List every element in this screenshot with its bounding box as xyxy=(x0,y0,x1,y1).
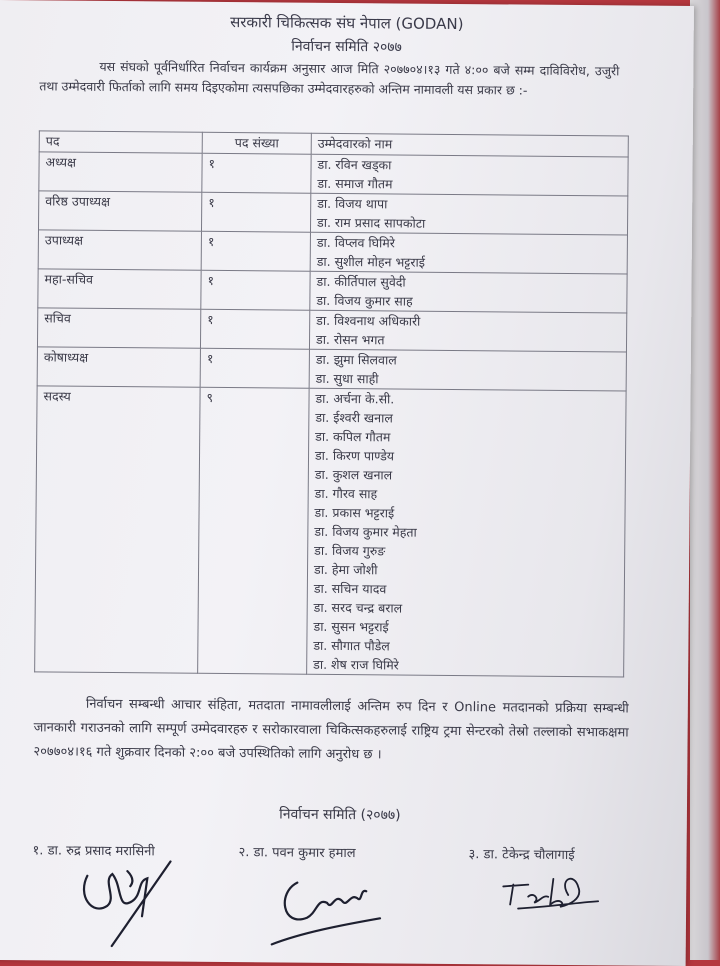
post-count-cell: १ xyxy=(201,270,310,310)
candidate-name: डा. राम प्रसाद सापकोटा xyxy=(317,214,426,231)
signature-3 xyxy=(498,856,609,917)
signatory-2-name: २. डा. पवन कुमार हमाल xyxy=(238,845,356,862)
candidates-cell xyxy=(309,310,626,352)
post-cell: महा-सचिव xyxy=(38,269,201,309)
post-cell: सचिव xyxy=(37,308,200,348)
candidate-name: डा. सुशील मोहन भट्टराई xyxy=(316,253,425,270)
document-subtitle: निर्वाचन समिति २०७७ xyxy=(291,38,402,56)
candidates-cell xyxy=(310,271,627,313)
candidates-cell xyxy=(310,232,627,274)
candidate-name: डा. विजय गुरुङ xyxy=(314,542,386,559)
candidate-name: डा. कपिल गौतम xyxy=(315,428,391,445)
table-row xyxy=(38,269,627,313)
post-cell: वरिष्ठ उपाध्यक्ष xyxy=(38,191,201,231)
table-row xyxy=(35,386,626,677)
table-row xyxy=(37,308,626,352)
candidate-name: डा. सचिन यादव xyxy=(313,580,387,597)
candidate-name: डा. विजय थापा xyxy=(317,195,388,212)
intro-paragraph: यस संघको पूर्वनिर्धारित निर्वाचन कार्यक्रम अनुसार आज मिति २०७७०४।१३ गते ४:०० बजे सम्म दाविविरोध, उजुरी तथा उम्मेदवारी फिर्ताको लागि समय दिइएकोमा त्यसपछिका उम्मेदवारहरुको अन्तिम नामावली यस प्रकार छ :- xyxy=(39,58,620,98)
signature-1 xyxy=(72,856,193,952)
document-title: सरकारी चिकित्सक संघ नेपाल (GODAN) xyxy=(230,13,464,34)
post-cell: उपाध्यक्ष xyxy=(38,230,201,270)
candidate-name: डा. झुमा सिलवाल xyxy=(315,351,397,368)
candidate-name: डा. विश्वनाथ अधिकारी xyxy=(316,312,421,329)
table-row xyxy=(37,347,626,391)
table-body xyxy=(35,152,629,677)
candidate-name: डा. किरण पाण्डेय xyxy=(314,447,395,464)
candidate-name: डा. सरद चन्द्र बराल xyxy=(313,599,403,616)
post-count-cell: १ xyxy=(200,348,309,388)
candidate-name: डा. विप्लव घिमिरे xyxy=(316,234,395,251)
signature-2 xyxy=(262,862,393,953)
post-count-cell: १ xyxy=(202,153,311,193)
notice-paragraph: निर्वाचन सम्बन्धी आचार संहिता, मतदाता नामावलीलाई अन्तिम रुप दिन र Online मतदानको प्रक्रिया सम्बन्धी जानकारी गराउनको लागि सम्पूर्ण उम्मेदवारहरु र सरोकारवाला चिकित्सकहरुलाई राष्ट्रिय ट्रमा सेन्टरको तेस्रो तल्लाको सभाकक्षमा २०७७०४।१६ गते शुक्रवार दिनको २:०० बजे उपस्थितिको लागि अनुरोध छ । xyxy=(33,696,629,763)
post-cell: अध्यक्ष xyxy=(39,152,202,192)
candidate-name: डा. समाज गौतम xyxy=(317,175,393,192)
candidate-name: डा. विजय कुमार मेहता xyxy=(314,523,417,540)
background-edge xyxy=(690,0,720,960)
candidates-cell xyxy=(309,349,626,391)
header-count: पद संख्या xyxy=(202,132,311,154)
table-row xyxy=(39,152,628,196)
candidates-cell xyxy=(310,193,627,235)
signatory-3-name: ३. डा. टेकेन्द्र चौलागाई xyxy=(468,847,575,864)
post-count-cell: १ xyxy=(201,192,310,232)
table-row xyxy=(38,191,627,235)
candidate-name: डा. ईश्वरी खनाल xyxy=(315,409,393,426)
header-candidates: उम्मेदवारको नाम xyxy=(311,133,628,157)
signatory-1-name: १. डा. रुद्र प्रसाद मरासिनी xyxy=(32,843,155,860)
candidate-name: डा. सौगात पौडेल xyxy=(313,637,390,654)
candidate-name: डा. अर्चना के.सी. xyxy=(315,390,395,407)
candidate-name: डा. शेष राज घिमिरे xyxy=(313,656,399,673)
candidate-name: डा. सुधा साही xyxy=(315,370,379,387)
candidate-name: डा. रविन खड्का xyxy=(317,156,392,173)
candidate-name: डा. विजय कुमार साह xyxy=(316,292,413,309)
candidate-name: डा. कुशल खनाल xyxy=(314,466,393,483)
post-count-cell: ९ xyxy=(198,387,309,674)
candidate-name: डा. हेमा जोशी xyxy=(313,561,378,578)
post-count-cell: १ xyxy=(201,231,310,271)
table-row xyxy=(38,230,627,274)
post-cell: सदस्य xyxy=(35,386,200,673)
header-post: पद xyxy=(39,131,202,153)
candidate-name: डा. रोसन भगत xyxy=(315,331,385,348)
candidates-cell xyxy=(307,388,626,677)
candidates-cell xyxy=(311,154,628,196)
post-count-cell: १ xyxy=(200,309,309,349)
post-cell: कोषाध्यक्ष xyxy=(37,347,200,387)
candidate-table xyxy=(34,130,629,677)
candidate-name: डा. गौरव साह xyxy=(314,485,378,502)
committee-heading: निर्वाचन समिति (२०७७) xyxy=(279,806,401,824)
candidate-name: डा. सुसन भट्टराई xyxy=(313,618,389,635)
candidate-name: डा. कीर्तिपाल सुवेदी xyxy=(316,273,406,290)
candidate-name: डा. प्रकास भट्टराई xyxy=(314,504,395,521)
